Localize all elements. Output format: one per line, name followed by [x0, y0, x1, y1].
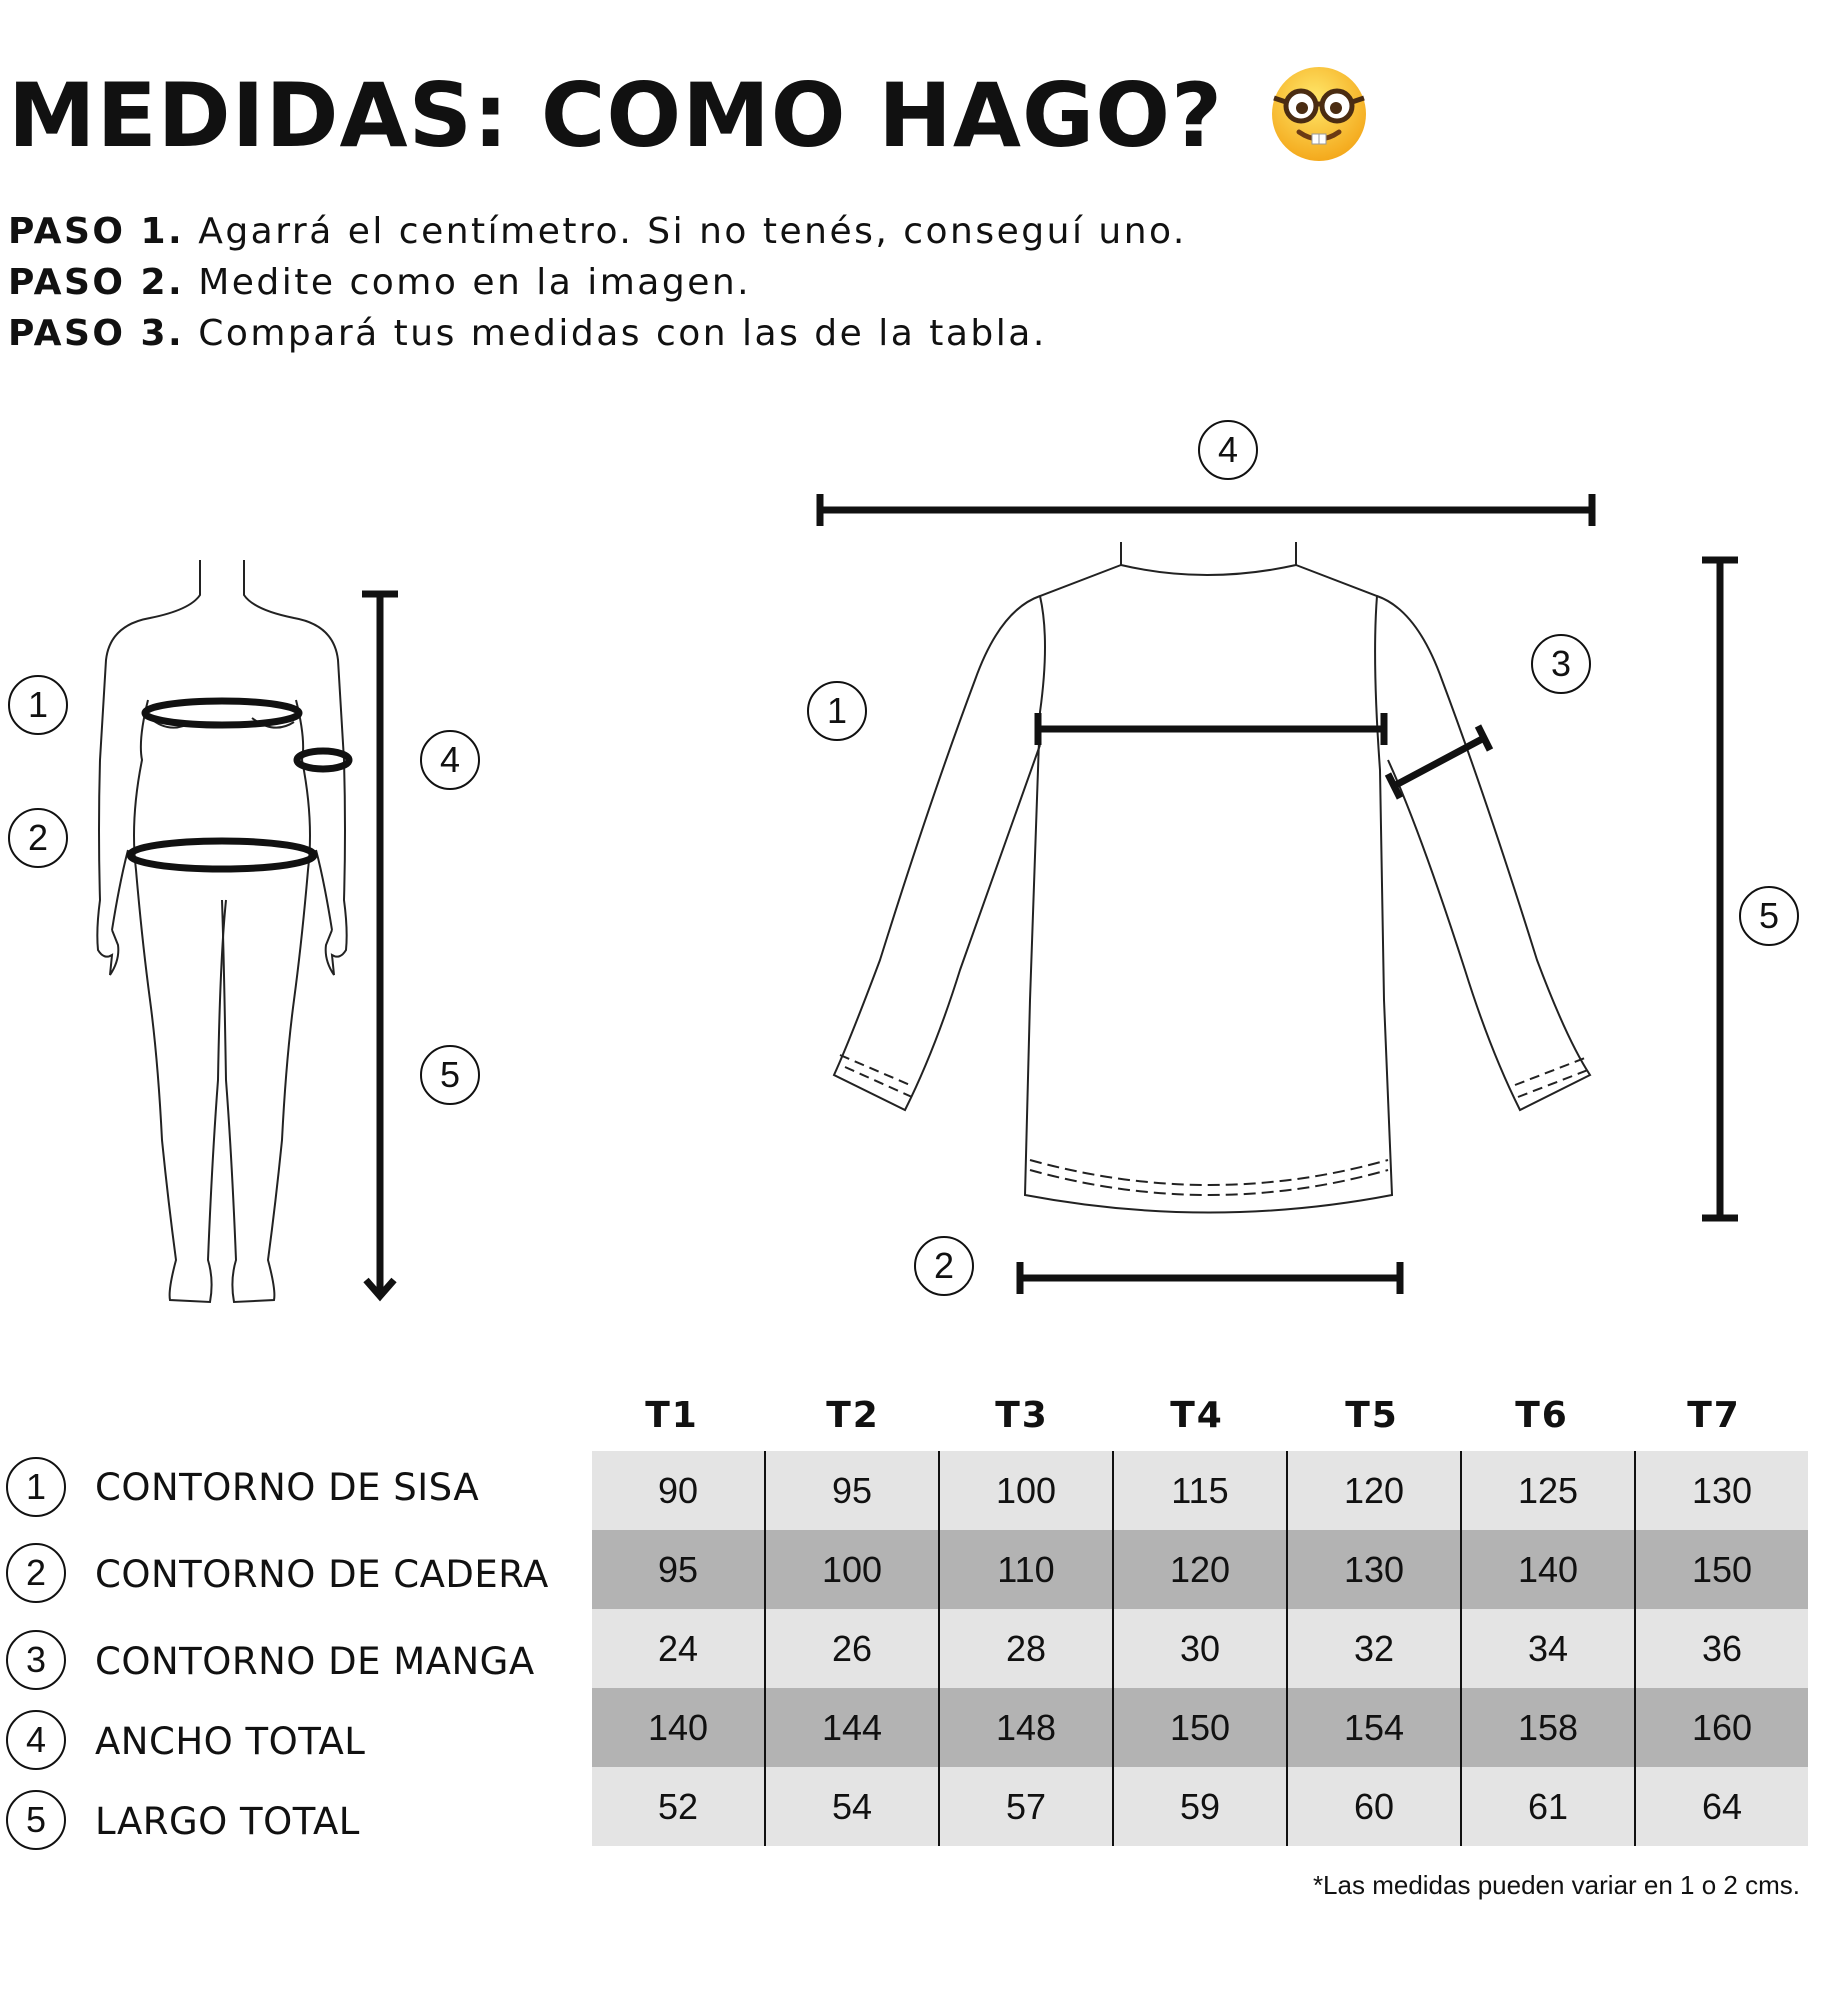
- bust-measure-ring: [145, 701, 299, 725]
- col-header-t7: T7: [1687, 1395, 1741, 1436]
- col-header-t1: T1: [645, 1395, 699, 1436]
- body-figure-illustration: [97, 560, 346, 1302]
- table-cell: 150: [1691, 1548, 1753, 1590]
- table-cell: 130: [1691, 1469, 1753, 1511]
- col-header-t5: T5: [1345, 1395, 1399, 1436]
- table-cell: 54: [831, 1785, 873, 1827]
- table-cell: 125: [1517, 1469, 1579, 1511]
- row-label-cadera: CONTORNO DE CADERA: [95, 1553, 549, 1596]
- row-marker-4: 4: [6, 1710, 66, 1770]
- row-marker-1: 1: [6, 1457, 66, 1517]
- row-label-largo: LARGO TOTAL: [95, 1800, 360, 1843]
- table-cell: 100: [995, 1469, 1057, 1511]
- table-cell: 52: [657, 1785, 699, 1827]
- step-1: PASO 1. Agarrá el centímetro. Si no tenés, conseguí uno.: [8, 211, 1187, 252]
- table-cell: 64: [1701, 1785, 1743, 1827]
- footnote: *Las medidas pueden variar en 1 o 2 cms.: [1312, 1870, 1800, 1900]
- length-line: [1702, 560, 1738, 1218]
- body-marker-4: 4: [420, 730, 480, 790]
- sleeve-width-line: [1388, 726, 1490, 798]
- length-arrow: [362, 594, 398, 1296]
- table-cell: 26: [831, 1627, 873, 1669]
- row-marker-3: 3: [6, 1630, 66, 1690]
- table-cell: 28: [1005, 1627, 1047, 1669]
- table-cell: 140: [647, 1706, 709, 1748]
- table-cell: 90: [657, 1469, 699, 1511]
- hip-measure-ring: [130, 841, 314, 869]
- arm-measure-ring: [297, 751, 349, 769]
- body-marker-5: 5: [420, 1045, 480, 1105]
- row-marker-2: 2: [6, 1543, 66, 1603]
- row-label-sisa: CONTORNO DE SISA: [95, 1466, 480, 1509]
- col-header-t2: T2: [826, 1395, 880, 1436]
- row-marker-5: 5: [6, 1790, 66, 1850]
- col-header-t3: T3: [995, 1395, 1049, 1436]
- table-cell: 115: [1171, 1469, 1229, 1511]
- table-cell: 24: [657, 1627, 699, 1669]
- step-2: PASO 2. Medite como en la imagen.: [8, 262, 752, 303]
- table-cell: 100: [821, 1548, 883, 1590]
- table-cell: 57: [1005, 1785, 1047, 1827]
- table-cell: 130: [1343, 1548, 1405, 1590]
- shirt-marker-2: 2: [914, 1236, 974, 1296]
- table-cell: 148: [995, 1706, 1057, 1748]
- table-cell: 60: [1353, 1785, 1395, 1827]
- shirt-marker-3: 3: [1531, 634, 1591, 694]
- step-3: PASO 3. Compará tus medidas con las de la tabla.: [8, 313, 1047, 354]
- body-marker-1: 1: [8, 675, 68, 735]
- table-cell: 140: [1517, 1548, 1579, 1590]
- col-header-t4: T4: [1170, 1395, 1224, 1436]
- table-cell: 154: [1343, 1706, 1405, 1748]
- total-width-line: [820, 494, 1592, 526]
- table-cell: 34: [1527, 1627, 1569, 1669]
- table-cell: 160: [1691, 1706, 1753, 1748]
- table-cell: 32: [1353, 1627, 1395, 1669]
- table-cell: 144: [821, 1706, 883, 1748]
- table-cell: 110: [997, 1548, 1055, 1590]
- shirt-marker-1: 1: [807, 681, 867, 741]
- table-cell: 150: [1169, 1706, 1231, 1748]
- shirt-illustration: [834, 542, 1590, 1213]
- table-cell: 95: [831, 1469, 873, 1511]
- body-marker-2: 2: [8, 808, 68, 868]
- table-cell: 120: [1169, 1548, 1231, 1590]
- chest-width-line: [1038, 713, 1384, 745]
- title-text: MEDIDAS: COMO HAGO?: [8, 64, 1224, 167]
- table-cell: 61: [1527, 1785, 1569, 1827]
- table-cell: 95: [657, 1548, 699, 1590]
- col-header-t6: T6: [1515, 1395, 1569, 1436]
- shirt-marker-5: 5: [1739, 886, 1799, 946]
- shirt-marker-4: 4: [1198, 420, 1258, 480]
- table-cell: 36: [1701, 1627, 1743, 1669]
- row-label-ancho: ANCHO TOTAL: [95, 1720, 366, 1763]
- table-cell: 158: [1517, 1706, 1579, 1748]
- table-cell: 59: [1179, 1785, 1221, 1827]
- table-cell: 120: [1343, 1469, 1405, 1511]
- table-cell: 30: [1179, 1627, 1221, 1669]
- row-label-manga: CONTORNO DE MANGA: [95, 1640, 535, 1683]
- hem-width-line: [1020, 1262, 1400, 1294]
